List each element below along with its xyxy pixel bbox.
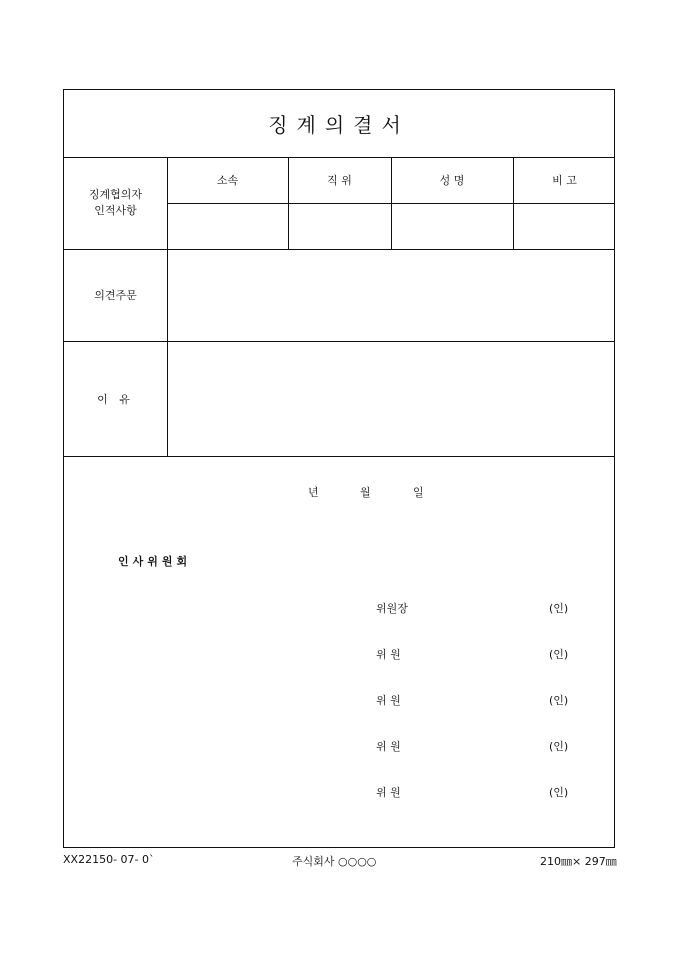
- divider: [64, 456, 614, 457]
- seal-mark: (인): [549, 740, 569, 753]
- seal-mark: (인): [549, 648, 569, 661]
- disciplinary-resolution-form: [63, 89, 615, 848]
- opinion-label: 의견주문: [94, 289, 137, 302]
- signature-role: 위 원: [376, 694, 401, 707]
- reason-label: 이 유: [97, 392, 134, 406]
- personal-info-label: [64, 157, 167, 249]
- personal-info-label-line2: 인적사항: [94, 204, 137, 217]
- affiliation-field[interactable]: [167, 203, 288, 249]
- seal-mark: (인): [549, 602, 569, 615]
- column-header-name: 성 명: [439, 174, 465, 187]
- column-header-remarks: 비 고: [552, 174, 577, 187]
- paper-size: 210㎜× 297㎜: [540, 855, 617, 868]
- company-name: 주식회사 ○○○○: [292, 855, 377, 868]
- seal-mark: (인): [549, 694, 569, 707]
- date-month-label: 월: [360, 486, 371, 499]
- date-day-label: 일: [413, 486, 424, 499]
- signature-role: 위 원: [376, 648, 401, 661]
- position-field[interactable]: [288, 203, 391, 249]
- signature-role: 위 원: [376, 740, 401, 753]
- personal-info-label-line1: 징계협의자: [88, 188, 143, 201]
- name-field[interactable]: [391, 203, 513, 249]
- committee-name: 인사위원회: [118, 555, 192, 568]
- column-header-affiliation: 소속: [216, 174, 239, 187]
- signature-role: 위 원: [376, 786, 401, 799]
- reason-field[interactable]: [167, 341, 616, 456]
- form-code: XX22150- 07- 0`: [63, 853, 155, 866]
- date-year-label: 년: [308, 486, 319, 499]
- column-header-position: 직 위: [327, 174, 352, 187]
- remarks-field[interactable]: [513, 203, 616, 249]
- seal-mark: (인): [549, 786, 569, 799]
- document-title: 징계의결서: [268, 113, 410, 137]
- signature-role: 위원장: [376, 602, 408, 615]
- opinion-field[interactable]: [167, 249, 616, 341]
